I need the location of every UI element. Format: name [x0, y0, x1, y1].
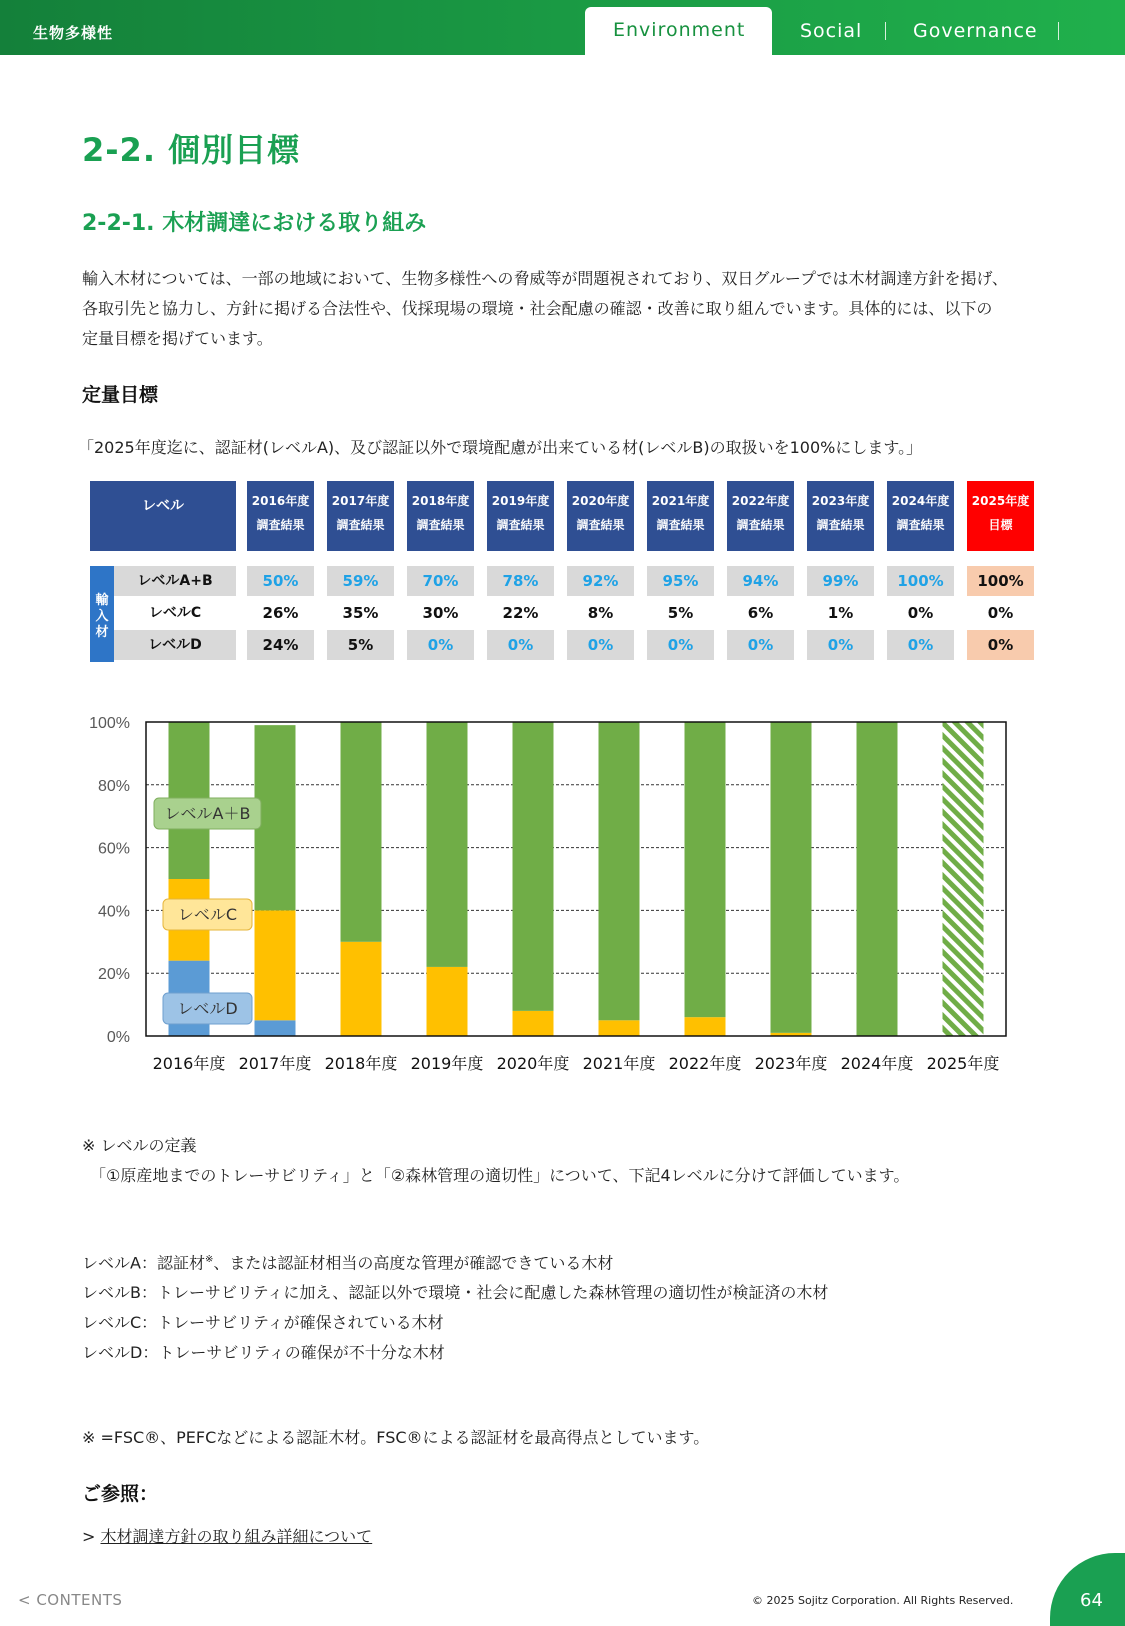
level-definition-c: レベルC：トレーサビリティが確保されている木材	[82, 1313, 444, 1333]
col-header-sub: 調査結果	[576, 518, 625, 532]
x-tick-label: 2025年度	[926, 1054, 1000, 1073]
bar-segment	[857, 722, 898, 1036]
table-cell: 0%	[887, 630, 954, 660]
table-cell: 24%	[247, 630, 314, 660]
table-cell: 0%	[647, 630, 714, 660]
table-cell: 22%	[502, 604, 539, 622]
row-label-c: レベルC	[148, 605, 202, 621]
table-cell: 78%	[487, 566, 554, 596]
x-tick-label: 2021年度	[582, 1054, 656, 1073]
col-header-year: 2024年度	[891, 494, 950, 508]
col-header-sub: 調査結果	[736, 518, 785, 532]
col-header-year: 2025年度	[971, 494, 1030, 508]
level-definitions	[82, 1245, 828, 1368]
table-cell: 100%	[967, 566, 1034, 596]
table-cell: 0%	[487, 630, 554, 660]
col-header-year: 2021年度	[651, 494, 710, 508]
x-tick-label: 2020年度	[496, 1054, 570, 1073]
level-a-text-rest: 、または認証材相当の高度な管理が確認できている木材	[213, 1253, 614, 1273]
y-tick-label: 20%	[97, 966, 130, 984]
table-cell: 0%	[967, 630, 1034, 660]
col-header-year: 2020年度	[571, 494, 630, 508]
table-cell: 94%	[727, 566, 794, 596]
table-cell: 50%	[247, 566, 314, 596]
row-label-ab: レベルA+B	[114, 566, 236, 596]
x-tick-label: 2023年度	[754, 1054, 828, 1073]
intro-line: 輸入木材については、一部の地域において、生物多様性への脅威等が問題視されており、双日グループでは木材調達方針を掲げ、	[82, 269, 1008, 288]
table-cell: 5%	[327, 630, 394, 660]
bar-segment	[255, 910, 296, 1020]
definition-note-body: 「①原産地までのトレーサビリティ」と「②森林管理の適切性」について、下記4レベルに分けて評価しています。	[90, 1166, 910, 1185]
table-cell: 0%	[807, 630, 874, 660]
quant-target-heading: 定量目標	[82, 384, 159, 406]
section-title: 生物多様性	[33, 24, 114, 42]
intro-line: 各取引先と協力し、方針に掲げる合法性や、伐採現場の環境・社会配慮の確認・改善に取り組んでいます。具体的には、以下の	[82, 299, 993, 318]
tab-social[interactable]: Social	[800, 20, 863, 42]
bar-segment	[771, 722, 812, 1033]
table-cell: 0%	[987, 604, 1014, 622]
table-cell: 30%	[422, 604, 459, 622]
col-header-year: 2016年度	[251, 494, 310, 508]
table-level-header: レベル	[90, 481, 236, 551]
bar-segment	[427, 967, 468, 1036]
y-tick-label: 0%	[106, 1029, 130, 1046]
y-tick-label: 100%	[89, 715, 130, 732]
bar-segment	[513, 722, 554, 1011]
reference-prefix: >	[82, 1527, 101, 1546]
reference-heading: ご参照：	[82, 1483, 159, 1505]
level-definition-d: レベルD：トレーサビリティの確保が不十分な木材	[82, 1343, 445, 1363]
col-header-year: 2022年度	[731, 494, 790, 508]
level-a-mark: ※	[204, 1254, 214, 1265]
bar-segment	[685, 722, 726, 1017]
col-header-sub: 目標	[988, 518, 1013, 532]
target-statement: 「2025年度迄に、認証材(レベルA)、及び認証以外で環境配慮が出来ている材(レベルB)の取扱いを100%にします。」	[78, 438, 923, 457]
bar-segment	[599, 1020, 640, 1036]
series-label: レベルA＋B	[164, 804, 251, 823]
table-cell: 99%	[807, 566, 874, 596]
x-tick-label: 2016年度	[152, 1054, 226, 1073]
x-tick-label: 2019年度	[410, 1054, 484, 1073]
col-header-year: 2019年度	[491, 494, 550, 508]
side-label-char: 入	[95, 609, 109, 624]
bar-segment	[599, 722, 640, 1020]
col-header-year: 2018年度	[411, 494, 470, 508]
y-tick-label: 80%	[97, 777, 130, 795]
table-cell: 8%	[587, 604, 614, 622]
table-cell: 100%	[887, 566, 954, 596]
timber-policy-link[interactable]: 木材調達方針の取り組み詳細について	[100, 1527, 373, 1546]
page-title: 2-2. 個別目標	[82, 131, 301, 169]
side-label-char: 材	[95, 625, 109, 640]
level-definition-a	[82, 1245, 828, 1278]
table-cell: 1%	[827, 604, 854, 622]
table-cell: 59%	[327, 566, 394, 596]
col-header-year: 2017年度	[331, 494, 390, 508]
table-cell: 0%	[567, 630, 634, 660]
copyright: © 2025 Sojitz Corporation. All Rights Reserved.	[752, 1594, 1014, 1607]
row-label-d: レベルD	[114, 630, 236, 660]
table-cell: 5%	[667, 604, 694, 622]
intro-line: 定量目標を掲げています。	[82, 329, 273, 348]
bar-segment	[943, 722, 984, 1036]
contents-link[interactable]: < CONTENTS	[18, 1591, 123, 1609]
series-label: レベルD	[177, 999, 238, 1018]
bar-segment	[341, 722, 382, 942]
bar-segment	[341, 942, 382, 1036]
table-cell: 0%	[907, 604, 934, 622]
col-header-sub: 調査結果	[336, 518, 385, 532]
definition-note-title: ※ レベルの定義	[82, 1136, 197, 1155]
certification-note: ※ =FSC®、PEFCなどによる認証木材。FSC®による認証材を最高得点としています。	[82, 1428, 710, 1447]
table-cell: 92%	[567, 566, 634, 596]
level-a-text: レベルA：認証材	[82, 1253, 205, 1273]
col-header-sub: 調査結果	[656, 518, 705, 532]
tab-governance[interactable]: Governance	[913, 20, 1038, 42]
col-header-sub: 調査結果	[496, 518, 545, 532]
table-cell: 0%	[407, 630, 474, 660]
table-cell: 0%	[727, 630, 794, 660]
col-header-sub: 調査結果	[816, 518, 865, 532]
table-cell: 70%	[407, 566, 474, 596]
tab-environment[interactable]: Environment	[585, 7, 772, 55]
table-cell: 26%	[262, 604, 299, 622]
bar-segment	[427, 722, 468, 967]
x-tick-label: 2017年度	[238, 1054, 312, 1073]
col-header-sub: 調査結果	[256, 518, 305, 532]
x-tick-label: 2018年度	[324, 1054, 398, 1073]
table-cell: 95%	[647, 566, 714, 596]
col-header-sub: 調査結果	[416, 518, 465, 532]
table-cell: 35%	[342, 604, 379, 622]
bar-segment	[513, 1011, 554, 1036]
bar-segment	[685, 1017, 726, 1036]
x-tick-label: 2024年度	[840, 1054, 914, 1073]
side-label-char: 輸	[95, 593, 109, 608]
col-header-sub: 調査結果	[896, 518, 945, 532]
level-definition-b: レベルB：トレーサビリティに加え、認証以外で環境・社会に配慮した森林管理の適切性が検証済の木材	[82, 1283, 829, 1303]
col-header-year: 2023年度	[811, 494, 870, 508]
y-tick-label: 40%	[97, 903, 130, 921]
page-number: 64	[1080, 1590, 1103, 1611]
y-tick-label: 60%	[97, 840, 130, 858]
x-tick-label: 2022年度	[668, 1054, 742, 1073]
section-subtitle: 2-2-1. 木材調達における取り組み	[82, 211, 427, 236]
bar-segment	[255, 1020, 296, 1036]
table-cell: 6%	[747, 604, 774, 622]
series-label: レベルC	[177, 905, 238, 924]
reference-line	[82, 1524, 372, 1547]
